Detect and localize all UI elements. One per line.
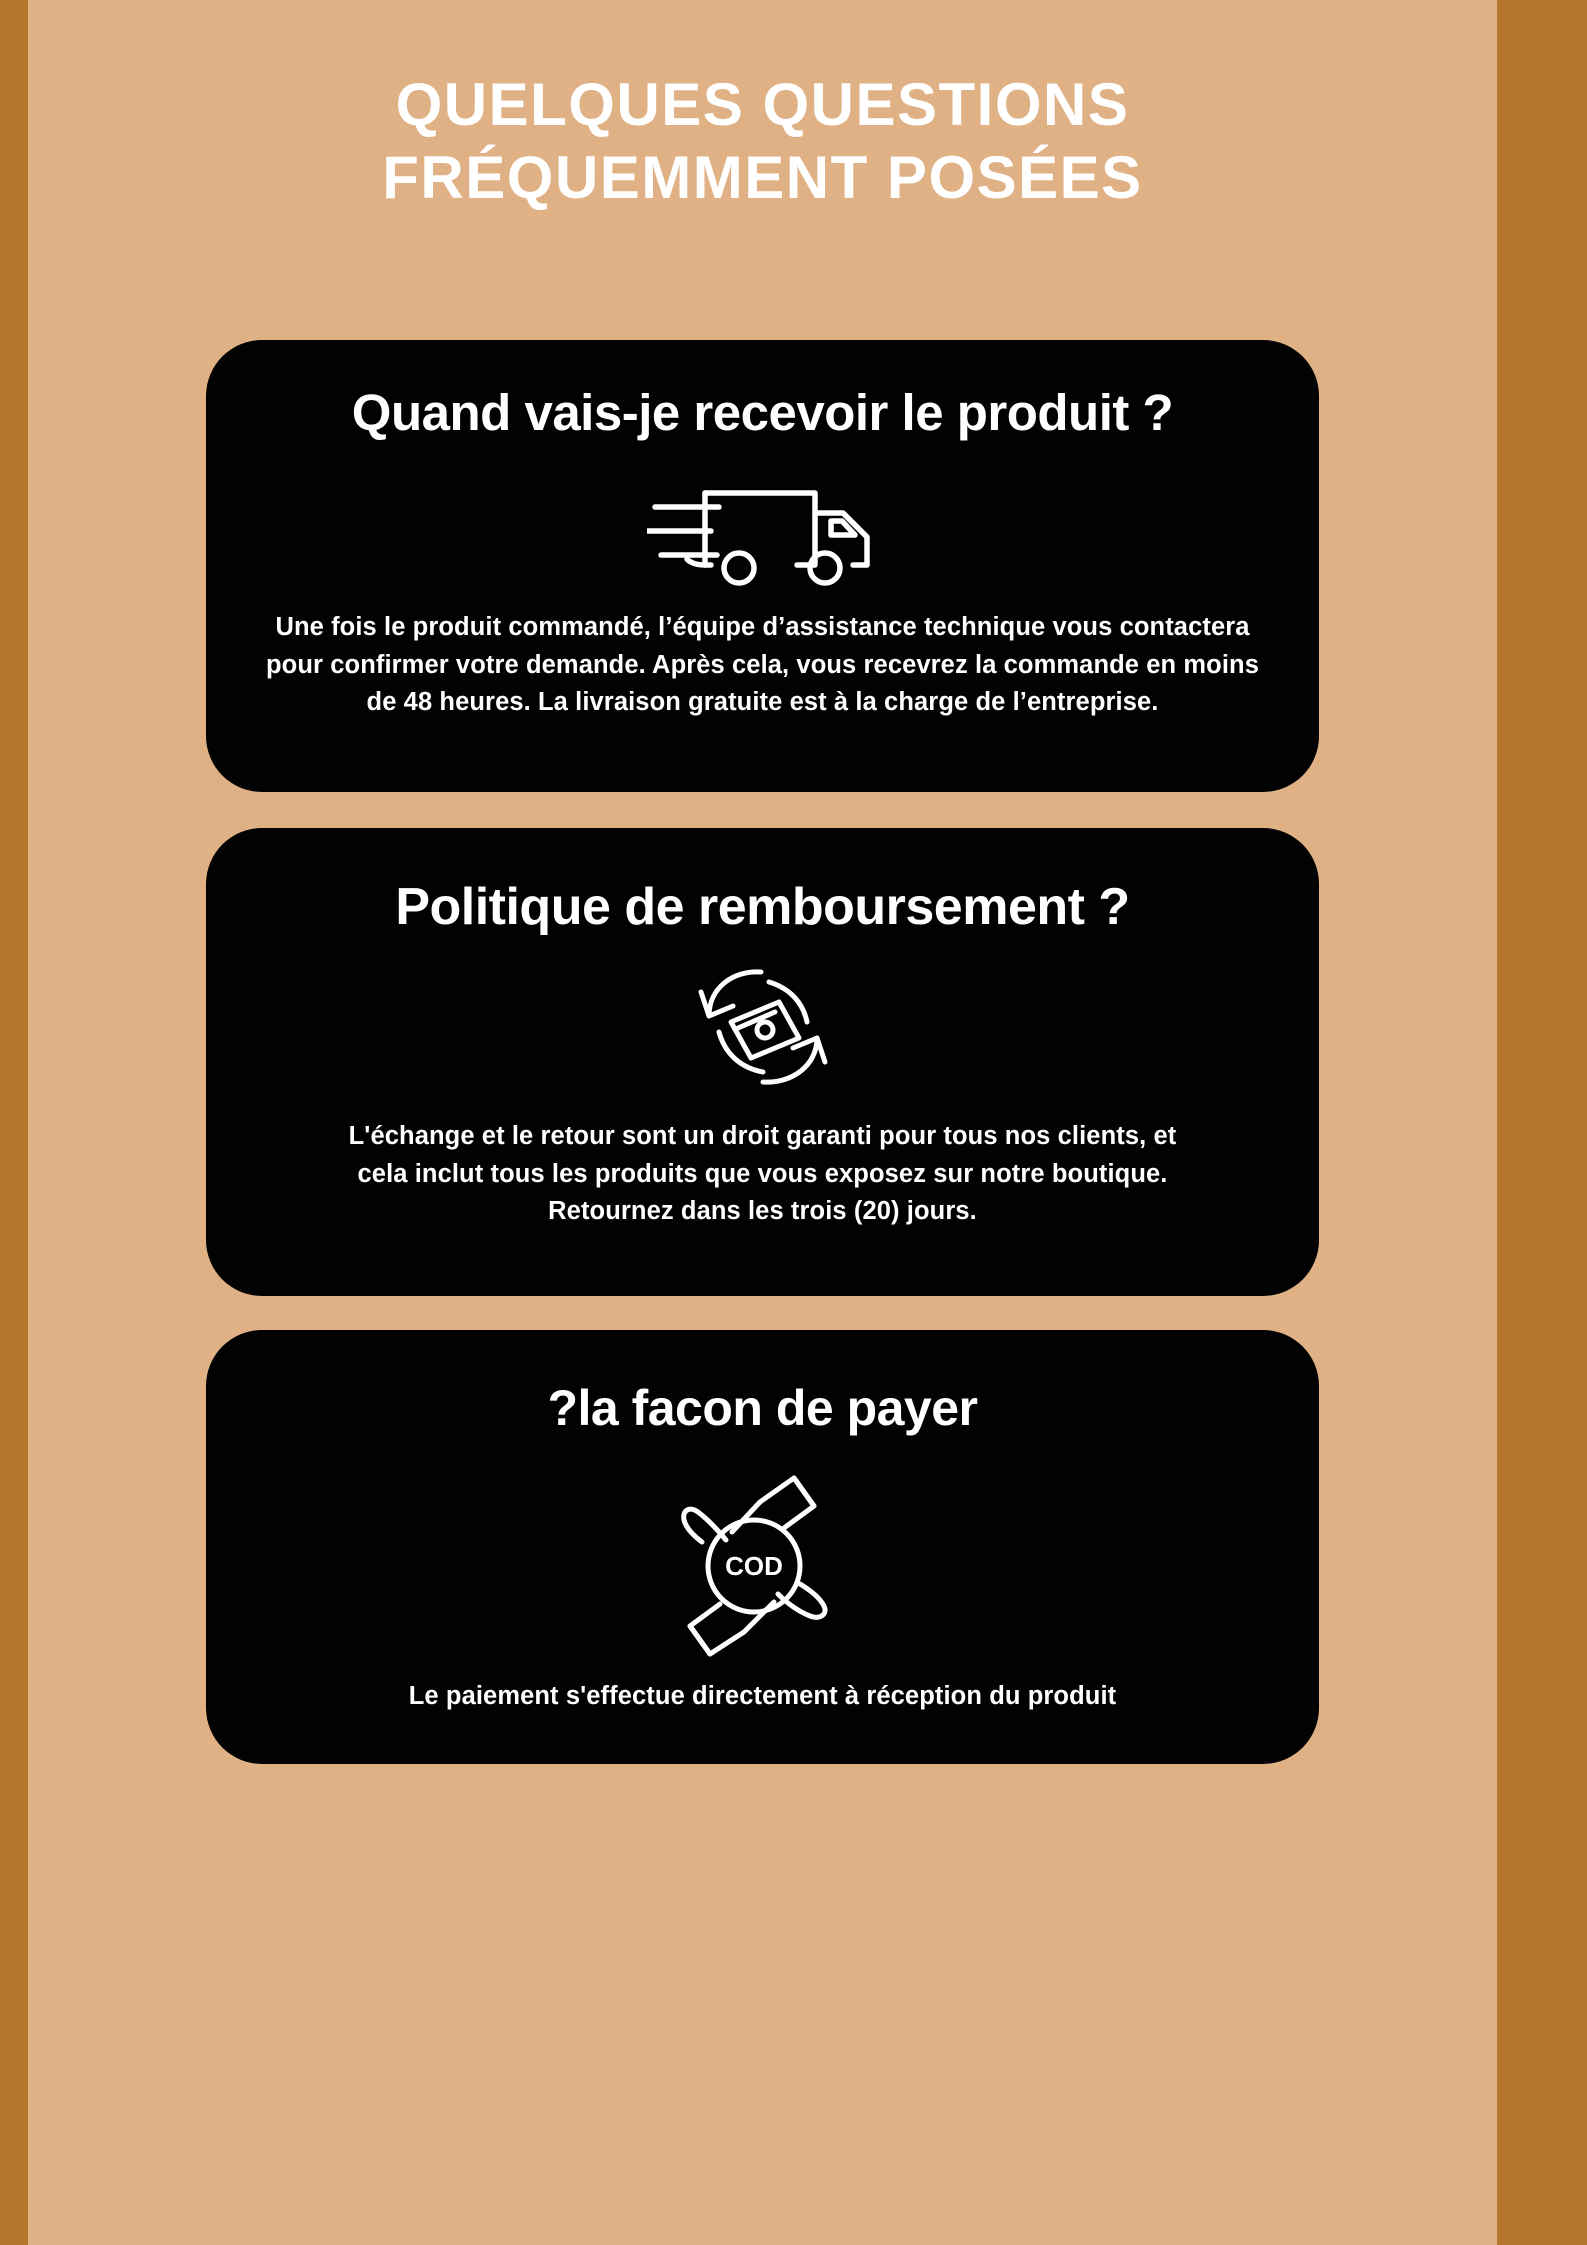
faq-card-delivery (206, 340, 1319, 792)
page-title-line-1: QUELQUES QUESTIONS (395, 71, 1130, 138)
cash-on-delivery-icon (266, 1462, 1259, 1662)
money-refund-icon (266, 958, 1259, 1098)
page-title-line-2: FRÉQUEMMENT POSÉES (382, 144, 1143, 212)
faq-answer: Le paiement s'effectue directement à réception du produit (408, 1682, 1117, 1711)
faq-question: Quand vais-je recevoir le produit ? (351, 384, 1174, 441)
faq-card-payment (206, 1330, 1319, 1763)
cod-label: COD (724, 1551, 783, 1582)
delivery-truck-icon (266, 469, 1259, 587)
faq-question: ?la facon de payer (547, 1380, 978, 1437)
faq-answer: Une fois le produit commandé, l’équipe d’assistance technique vous contactera pour confirmer votre demande. Après cela, vous recevrez la commande en moins de 48 heures. La livraison gratuite est à la charge de l’entreprise. (266, 613, 1259, 717)
faq-answer: L'échange et le retour sont un droit garanti pour tous nos clients, et cela inclut tous les produits que vous exposez sur notre boutique. Retournez dans les trois (20) jours. (348, 1122, 1177, 1225)
faq-question: Politique de remboursement ? (395, 877, 1130, 936)
faq-list (28, 340, 1497, 1800)
faq-card-refund (206, 828, 1319, 1297)
poster-inner-panel (28, 0, 1497, 2245)
page-title (28, 0, 1497, 214)
